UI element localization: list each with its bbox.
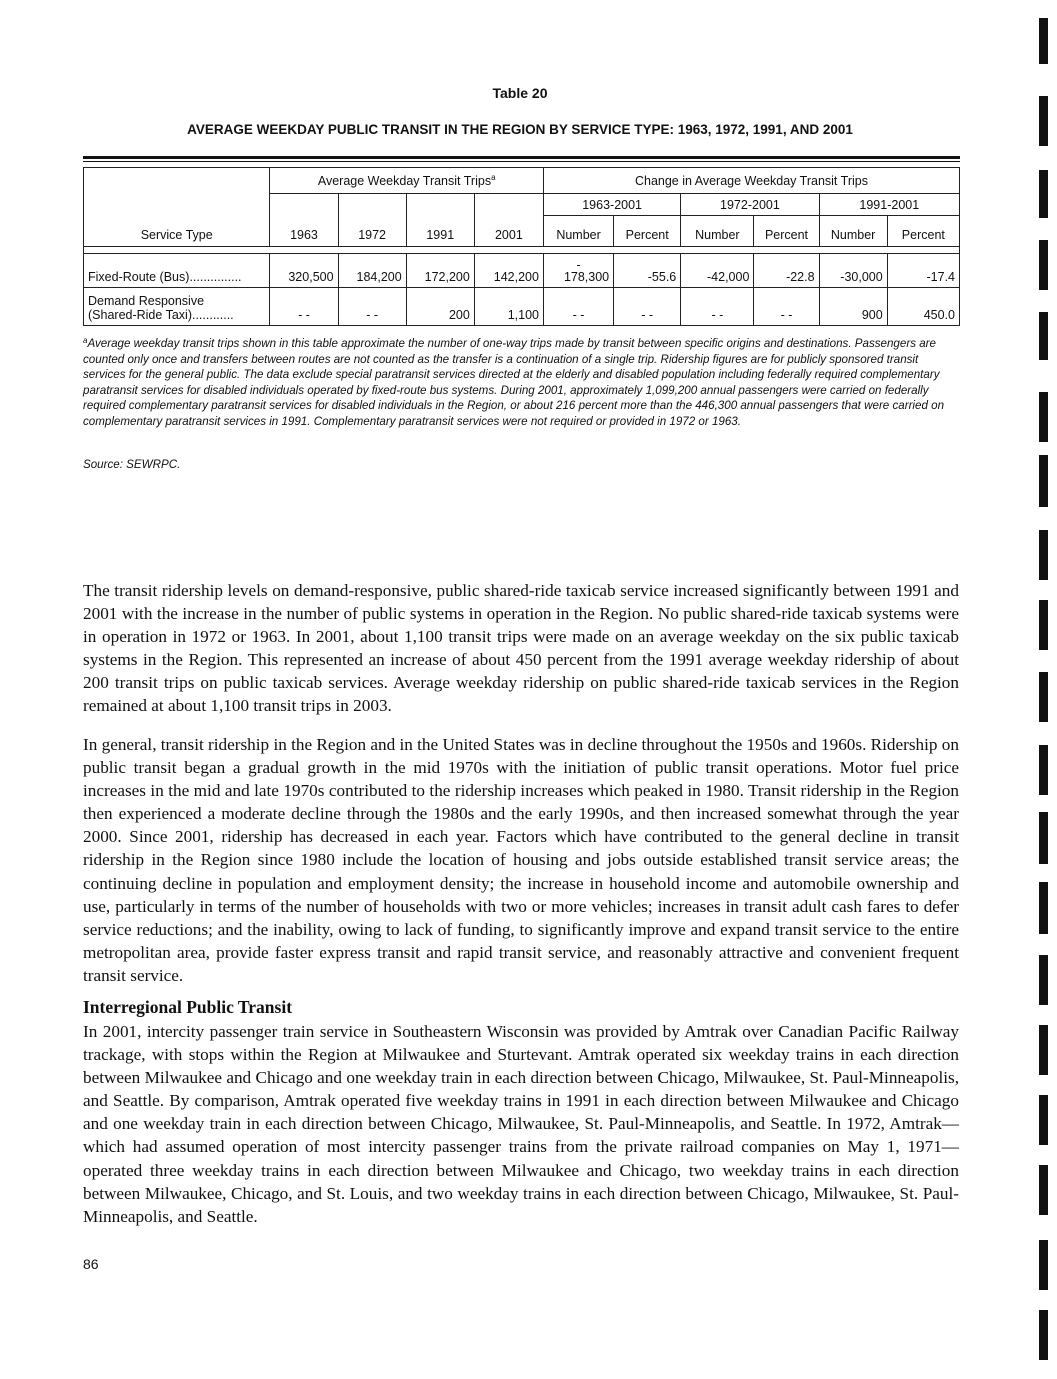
cell-prefix-dash: - <box>576 258 581 272</box>
number-header: Number <box>819 216 887 247</box>
scan-edge-mark <box>1039 1310 1048 1360</box>
row-label <box>84 288 270 326</box>
row-label-leader: ............... <box>189 270 242 284</box>
table-cell: -17.4 <box>887 254 959 288</box>
year-header: 1991 <box>406 194 474 247</box>
scan-edge-mark <box>1039 1165 1048 1215</box>
table-cell <box>543 254 613 288</box>
table-row-demand-responsive <box>84 288 960 326</box>
scan-edge-mark <box>1039 882 1048 934</box>
footnote-text: Average weekday transit trips shown in this table approximate the number of one-way trips made by transit between specific origins and destinations. Passengers are counted only once and transfers between routes are not counted as the transfer is a continuation of a single trip. Ridership figures are for publicly sponsored transit services for the general public. The data exclude special paratransit services directed at the elderly and disabled population including federally required complementary paratransit services for disabled individuals operated by fixed-route bus systems. During 2001, approximately 1,099,200 annual passengers were carried on federally required complementary paratransit services for disabled individuals in the Region, or about 216 percent more than the 446,300 annual passengers that were carried on complementary paratransit services in 1991. Complementary paratransit services were not required or provided in 1972 or 1963. <box>83 337 945 428</box>
scan-edge-mark <box>1039 96 1048 146</box>
table-cell: 320,500 <box>270 254 338 288</box>
table-cell: -55.6 <box>614 254 681 288</box>
group-header-change: Change in Average Weekday Transit Trips <box>543 168 959 194</box>
table-cell: 184,200 <box>338 254 406 288</box>
table-cell: - - <box>614 288 681 326</box>
header-divider <box>84 247 960 254</box>
body-paragraph: The transit ridership levels on demand-responsive, public shared-ride taxicab service increased significantly between 1991 and 2001 with the increase in the number of public systems in operation in the Region. No public shared-ride taxicab systems were in operation in 1972 or 1963. In 2001, about 1,100 transit trips were made on an average weekday on the six public taxicab systems in the Region. This represented an increase of about 450 percent from the 1991 average weekday ridership of about 200 transit trips on public taxicab services. Average weekday ridership on public shared-ride taxicab services in the Region remained at about 1,100 transit trips in 2003. <box>83 581 959 716</box>
footnote-marker: a <box>83 336 88 345</box>
period-header: 1963-2001 <box>543 194 680 216</box>
row-label <box>84 254 270 288</box>
table-cell: -22.8 <box>754 254 819 288</box>
table-cell: - - <box>543 288 613 326</box>
scan-edge-mark <box>1039 312 1048 360</box>
scan-edge-mark <box>1039 1240 1048 1290</box>
cell-value: 178,300 <box>563 270 610 284</box>
scan-edge-mark <box>1039 1095 1048 1145</box>
scan-edge-mark <box>1039 530 1048 580</box>
table-subtitle: AVERAGE WEEKDAY PUBLIC TRANSIT IN THE REGION BY SERVICE TYPE: 1963, 1972, 1991, AND 2001 <box>187 122 853 137</box>
scan-edge-mark <box>1039 392 1048 442</box>
transit-table <box>83 167 960 326</box>
scan-edge-mark <box>1039 600 1048 650</box>
table-cell: 200 <box>406 288 474 326</box>
table-cell: 450.0 <box>887 288 959 326</box>
source-note: Source: SEWRPC. <box>83 458 181 471</box>
table-cell: 172,200 <box>406 254 474 288</box>
section-heading: Interregional Public Transit <box>83 997 293 1017</box>
table-cell: 900 <box>819 288 887 326</box>
row-label-line1: Demand Responsive <box>88 294 205 308</box>
scan-edge-mark <box>1039 745 1048 795</box>
table-footnote <box>83 336 963 429</box>
body-paragraph: In general, transit ridership in the Region and in the United States was in decline throughout the 1950s and 1960s. Ridership on public transit began a gradual growth in the mid 1970s with the initiation of public transit operations. Motor fuel price increases in the mid and late 1970s contributed to the ridership increases which peaked in 1980. Transit ridership in the Region then experienced a moderate decline through the 1980s and the early 1990s, and then increased somewhat through the year 2000. Since 2001, ridership has decreased in each year. Factors which have contributed to the general decline in transit ridership in the Region since 1980 include the location of housing and jobs outside established transit service areas; the continuing decline in population and employment density; the increase in household income and automobile ownership and use, particularly in terms of the number of households with two or more vehicles; increases in transit adult cash fares to defer service reductions; and the inability, owing to lack of funding, to significantly improve and expand transit service to the entire metropolitan area, provide faster express transit and rapid transit service, and reasonably attractive and convenient frequent transit service. <box>83 735 959 985</box>
scan-edge-mark <box>1039 18 1048 64</box>
table-title: Table 20 <box>492 85 548 101</box>
year-header: 2001 <box>474 194 543 247</box>
year-header: 1972 <box>338 194 406 247</box>
table-cell: 1,100 <box>474 288 543 326</box>
table-cell: - - <box>270 288 338 326</box>
table-cell: 142,200 <box>474 254 543 288</box>
scan-edge-mark <box>1039 955 1048 1005</box>
percent-header: Percent <box>887 216 959 247</box>
row-label-text: Fixed-Route (Bus) <box>88 270 190 284</box>
table-top-rule <box>83 156 960 162</box>
body-paragraph: In 2001, intercity passenger train service in Southeastern Wisconsin was provided by Amtrak over Canadian Pacific Railway trackage, with stops within the Region at Milwaukee and Sturtevant. Amtrak operated six weekday trains in each direction between Milwaukee and Chicago and one weekday train in each direction between Chicago, Milwaukee, St. Paul-Minneapolis, and Seattle. By comparison, Amtrak operated five weekday trains in 1991 in each direction between Milwaukee and Chicago and one weekday train in each direction between Chicago, Milwaukee, St. Paul-Minneapolis, and Seattle. In 1972, Amtrak—which had assumed operation of most intercity passenger trains from the private railroad companies on May 1, 1971—operated three weekday trains in each direction between Milwaukee and Chicago, two weekday trains in each direction between Milwaukee, Chicago, and St. Louis, and two weekday trains in each direction between Chicago, Milwaukee, St. Paul-Minneapolis, and Seattle. <box>83 1022 959 1226</box>
number-header: Number <box>543 216 613 247</box>
year-header: 1963 <box>270 194 338 247</box>
table-cell: - - <box>754 288 819 326</box>
table-cell: -42,000 <box>681 254 754 288</box>
group-header-trips <box>270 168 544 194</box>
number-header: Number <box>681 216 754 247</box>
period-header: 1991-2001 <box>819 194 959 216</box>
period-header: 1972-2001 <box>681 194 819 216</box>
table-cell: - - <box>338 288 406 326</box>
table-row-fixed-route <box>84 254 960 288</box>
scan-edge-mark <box>1039 672 1048 722</box>
percent-header: Percent <box>614 216 681 247</box>
table-cell: - - <box>681 288 754 326</box>
row-label-line2: (Shared-Ride Taxi) <box>88 308 192 322</box>
scan-edge-mark <box>1039 170 1048 218</box>
scan-edge-mark <box>1039 455 1048 507</box>
percent-header: Percent <box>754 216 819 247</box>
group-header-trips-label: Average Weekday Transit Trips <box>317 173 492 188</box>
footnote-marker: a <box>491 172 496 182</box>
scan-edge-mark <box>1039 812 1048 864</box>
scan-edge-mark <box>1039 240 1048 290</box>
row-label-leader: ............ <box>191 308 234 322</box>
page-number: 86 <box>83 1256 99 1272</box>
scan-edge-mark <box>1039 1025 1048 1075</box>
table-cell: -30,000 <box>819 254 887 288</box>
service-type-header: Service Type <box>84 168 270 247</box>
